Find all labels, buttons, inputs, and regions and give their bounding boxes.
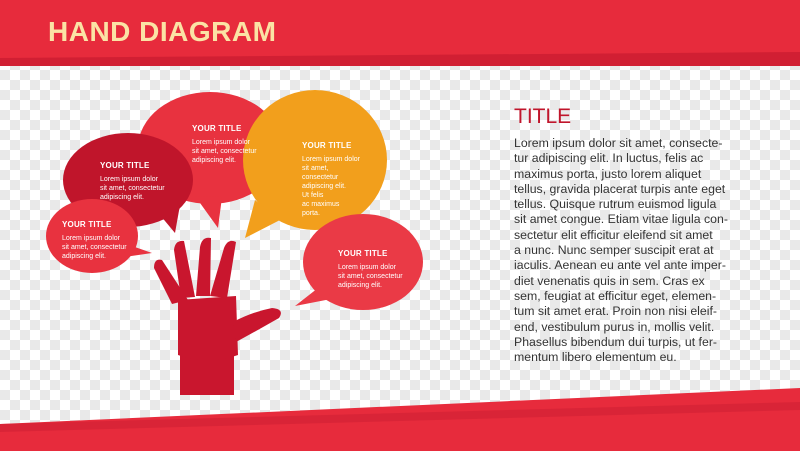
bubble-text-right bbox=[338, 249, 403, 290]
paragraph-line: a nunc. Nunc semper suscipit erat at bbox=[514, 243, 714, 258]
bubble-line: Ut felis bbox=[302, 192, 324, 199]
bubble-text-top-center bbox=[192, 124, 257, 165]
hand-icon bbox=[154, 238, 281, 395]
paragraph-line: tellus, gravida placerat turpis ante eget bbox=[514, 181, 726, 196]
bubble-title: YOUR TITLE bbox=[338, 249, 388, 258]
bubble-title: YOUR TITLE bbox=[192, 124, 242, 133]
bubble-line: sit amet, consectetur bbox=[192, 148, 257, 155]
paragraph-line: diet venenatis quis in sem. Cras ex bbox=[514, 273, 705, 288]
paragraph-line: tellus. Quisque rutrum euismod ligula bbox=[514, 197, 717, 212]
bubble-line: sit amet, bbox=[302, 165, 329, 172]
bubble-line: ac maximus bbox=[302, 201, 340, 208]
bubble-line: porta. bbox=[302, 210, 320, 217]
bubble-line: Lorem ipsum dolor bbox=[302, 156, 360, 163]
bubble-line: sit amet, consectetur bbox=[100, 185, 165, 192]
paragraph-line: sit amet congue. Etiam vitae ligula con- bbox=[514, 212, 728, 227]
bubble-line: adipiscing elit. bbox=[338, 282, 382, 289]
bubble-line: adipiscing elit. bbox=[302, 183, 346, 190]
bubble-line: sit amet, consectetur bbox=[338, 273, 403, 280]
paragraph-line: Phasellus bibendum dui turpis, ut fer- bbox=[514, 334, 718, 349]
paragraph-line: sectetur elit efficitur eleifend sit amet bbox=[514, 227, 713, 242]
bubble-line: adipiscing elit. bbox=[62, 253, 106, 260]
bubble-line: Lorem ipsum dolor bbox=[192, 139, 250, 146]
paragraph-line: tum sit amet erat. Proin non nisi eleif- bbox=[514, 304, 717, 319]
paragraph-line: maximus porta, justo lorem aliquet bbox=[514, 166, 702, 181]
bubble-text-top-right-orange bbox=[302, 141, 360, 218]
bubble-line: sit amet, consectetur bbox=[62, 244, 127, 251]
bubble-text-left-small bbox=[62, 220, 127, 261]
paragraph-line: iaculis. Aenean eu ante vel ante imper- bbox=[514, 258, 726, 273]
content-paragraph bbox=[514, 136, 762, 365]
bubble-line: Lorem ipsum dolor bbox=[100, 176, 158, 183]
bubble-text-left-dark bbox=[100, 161, 165, 202]
paragraph-line: Lorem ipsum dolor sit amet, consecte- bbox=[514, 136, 723, 150]
page-title: HAND DIAGRAM bbox=[48, 16, 277, 47]
bubble-line: adipiscing elit. bbox=[192, 157, 236, 164]
paragraph-line: tur adipiscing elit. In luctus, felis ac bbox=[514, 151, 704, 166]
bubble-title: YOUR TITLE bbox=[302, 141, 352, 150]
bubble-title: YOUR TITLE bbox=[100, 161, 150, 170]
bubble-title: YOUR TITLE bbox=[62, 220, 112, 229]
bubble-line: Lorem ipsum dolor bbox=[62, 235, 120, 242]
paragraph-line: end, vestibulum purus in, mollis velit. bbox=[514, 319, 715, 334]
paragraph-line: sem, feugiat at efficitur eget, elemen- bbox=[514, 288, 717, 303]
content-title: TITLE bbox=[514, 105, 572, 128]
paragraph-line: mentum libero elementum eu. bbox=[514, 350, 677, 365]
bubble-line: Lorem ipsum dolor bbox=[338, 264, 396, 271]
bubble-line: consectetur bbox=[302, 174, 339, 181]
bubble-line: adipiscing elit. bbox=[100, 194, 144, 201]
